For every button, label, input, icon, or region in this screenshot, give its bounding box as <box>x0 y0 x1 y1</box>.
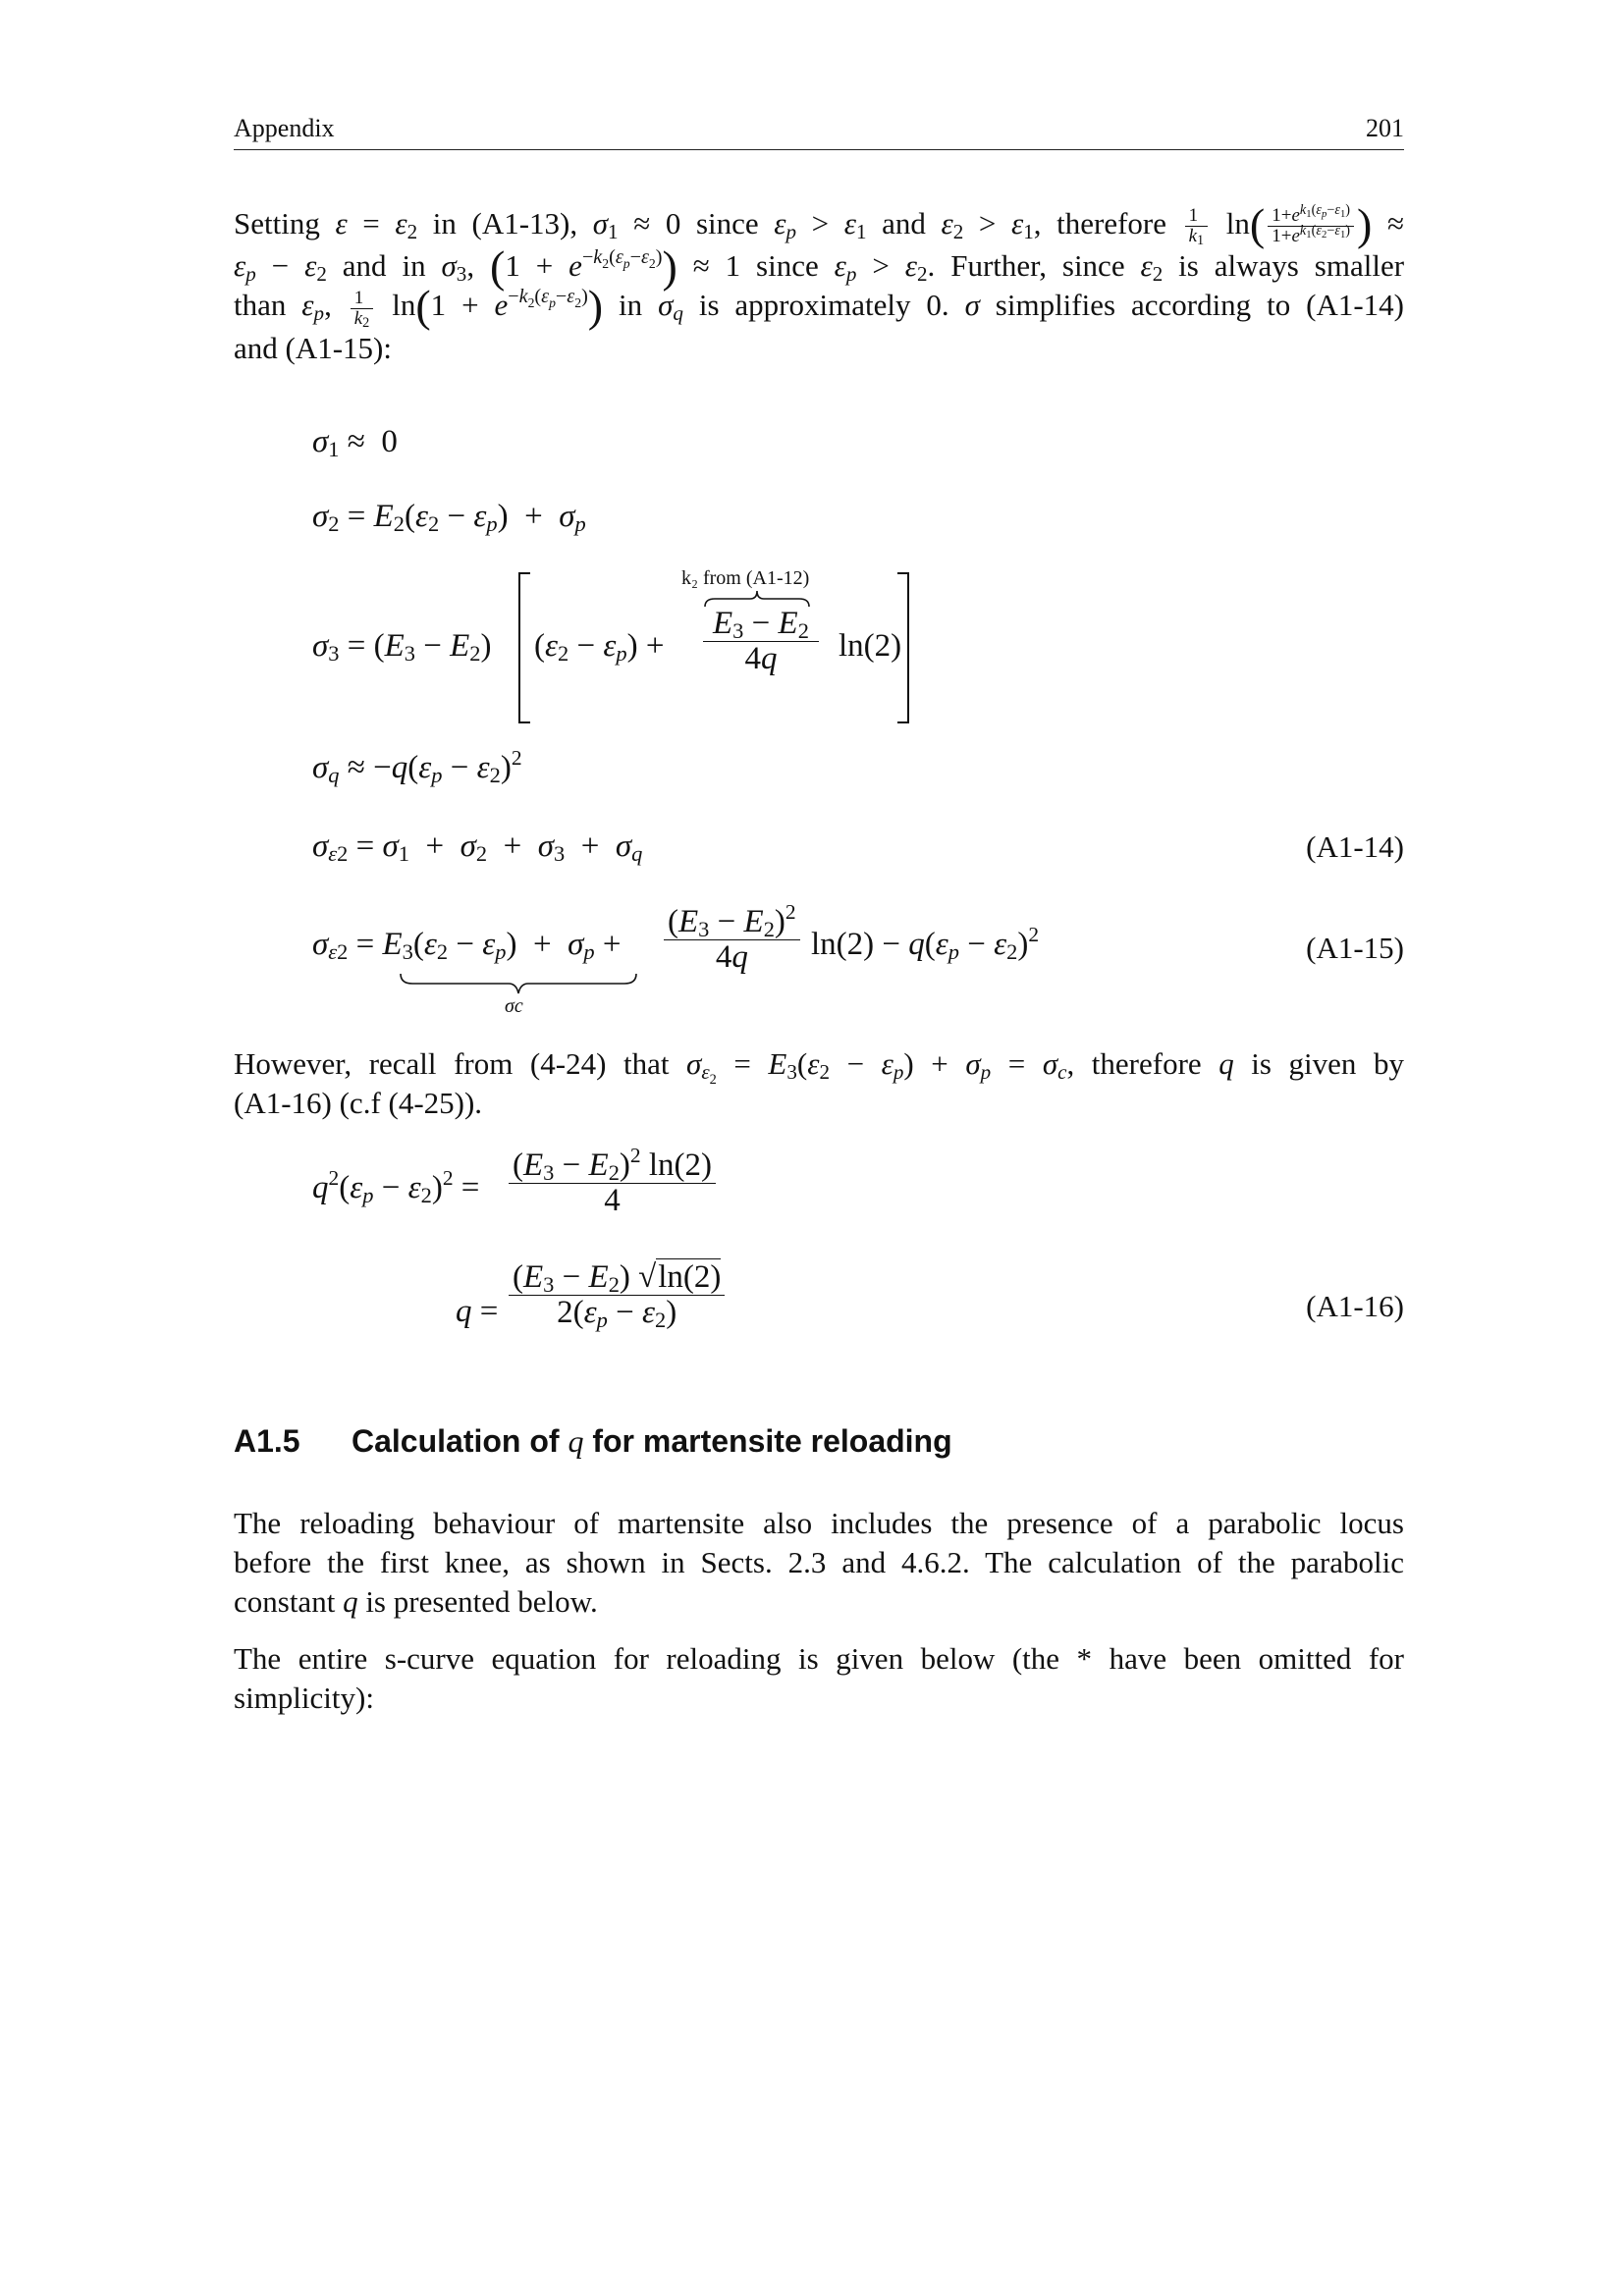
equation-sigma-q: $\sigma_q \approx -q(\varepsilon_p - \varepsilon_2)^2$ <box>312 746 522 787</box>
eq-label-a1-16: (A1-16) <box>1306 1289 1404 1323</box>
section-number: A1.5 <box>234 1423 300 1459</box>
eq-label-a1-14: (A1-14) <box>1306 829 1404 864</box>
left-bracket <box>518 572 530 723</box>
fraction-e3-e2-sq-over-4q: $\frac{(E_3 - E_2)^2}{4q}$ <box>664 905 800 974</box>
underbrace <box>399 972 638 995</box>
running-title: Appendix <box>234 114 335 142</box>
brace-label-k2: k₂ from (A1-12) <box>681 567 810 589</box>
equation-q-squared: $q^2(\varepsilon_p - \varepsilon_2)^2$ = <box>312 1166 480 1207</box>
equation-sigma-eps2-expanded: $\sigma_{\varepsilon 2} = E_3(\varepsilon_2 - \varepsilon_p) + \sigma_p$ + <box>312 927 622 964</box>
equation-q: q = <box>456 1294 499 1329</box>
ln2-minus-q-term: $\ln(2) - q(\varepsilon_p - \varepsilon_2)^2$ <box>811 923 1040 964</box>
brace-label-sigma-c: σc <box>505 995 523 1017</box>
section-heading <box>234 1423 952 1460</box>
equation-sigma1: $\sigma_1 \approx 0$ <box>312 424 398 461</box>
eq-label-a1-15: (A1-15) <box>1306 931 1404 965</box>
section-title-symbol: q <box>568 1423 584 1459</box>
section-title-before: Calculation of <box>352 1423 560 1459</box>
page-number: 201 <box>1366 114 1404 142</box>
paragraph-4: The entire s-curve equation for reloading is given below (the * have been omitted for simplicity): <box>234 1641 1404 1715</box>
equation-sigma3: $\sigma_3 = (E_3 - E_2)$ <box>312 628 492 666</box>
paragraph-2: However, recall from (4-24) that $\sigma_{\varepsilon_2} = E_3(\varepsilon_2 - \varepsilon_p) + \sigma_p = \sigma_c$, therefore q is given by (A1-16) (c.f (4-25)). <box>234 1046 1404 1120</box>
fraction-q-squared-rhs: $\frac{(E_3 - E_2)^2 \ln(2)}{4}$ <box>509 1148 716 1217</box>
ln2-term: ln(2) <box>839 628 902 664</box>
equation-sigma3-term1: $(\varepsilon_2 - \varepsilon_p)$ + <box>534 628 665 666</box>
paragraph-1: Setting $\varepsilon = \varepsilon_2$ in (A1-13), $\sigma_1 \approx 0$ since $\varepsilon_p > \varepsilon_1$ and $\varepsilon_2 > \varepsilon_1$, therefore $\frac{1}{k_1}$ ln( $\frac{1+e^{k_1(\varepsilon_p-\varepsilon_1)}}{1+e^{k_1(\varepsilon_2-\varepsilon_1)}}$ ) ≈ $\varepsilon_p - \varepsilon_2$ and in $\sigma_3$, $(1 + e^{-k_2(\varepsilon_p-\varepsilon_2)}) \approx 1$ since $\varepsilon_p > \varepsilon_2$. Further, since $\varepsilon_2$ is always smaller than $\varepsilon_p$, $\frac{1}{k_2}$ $\ln(1 + e^{-k_2(\varepsilon_p-\varepsilon_2)})$ in $\sigma_q$ is approximately 0. σ simplifies according to (A1-14) and (A1-15): <box>234 199 1405 365</box>
equation-sigma-eps2-sum: $\sigma_{\varepsilon 2} = \sigma_1 + \sigma_2 + \sigma_3 + \sigma_q$ <box>312 828 643 866</box>
equation-sigma2: $\sigma_2 = E_2(\varepsilon_2 - \varepsilon_p) + \sigma_p$ <box>312 499 586 536</box>
paragraph-3: The reloading behaviour of martensite also includes the presence of a parabolic locus before the first knee, as shown in Sects. 2.3 and 4.6.2. The calculation of the parabolic constant q is presented below. <box>234 1506 1404 1619</box>
fraction-q-rhs: $\frac{(E_3 - E_2) √\ln(2)}{2(\varepsilon_p - \varepsilon_2)}$ <box>509 1260 725 1329</box>
section-title-after: for martensite reloading <box>592 1423 952 1459</box>
fraction-e3-e2-over-4q: $\frac{E_3 - E_2}{4q}$ <box>703 607 819 675</box>
running-head <box>234 110 1404 150</box>
